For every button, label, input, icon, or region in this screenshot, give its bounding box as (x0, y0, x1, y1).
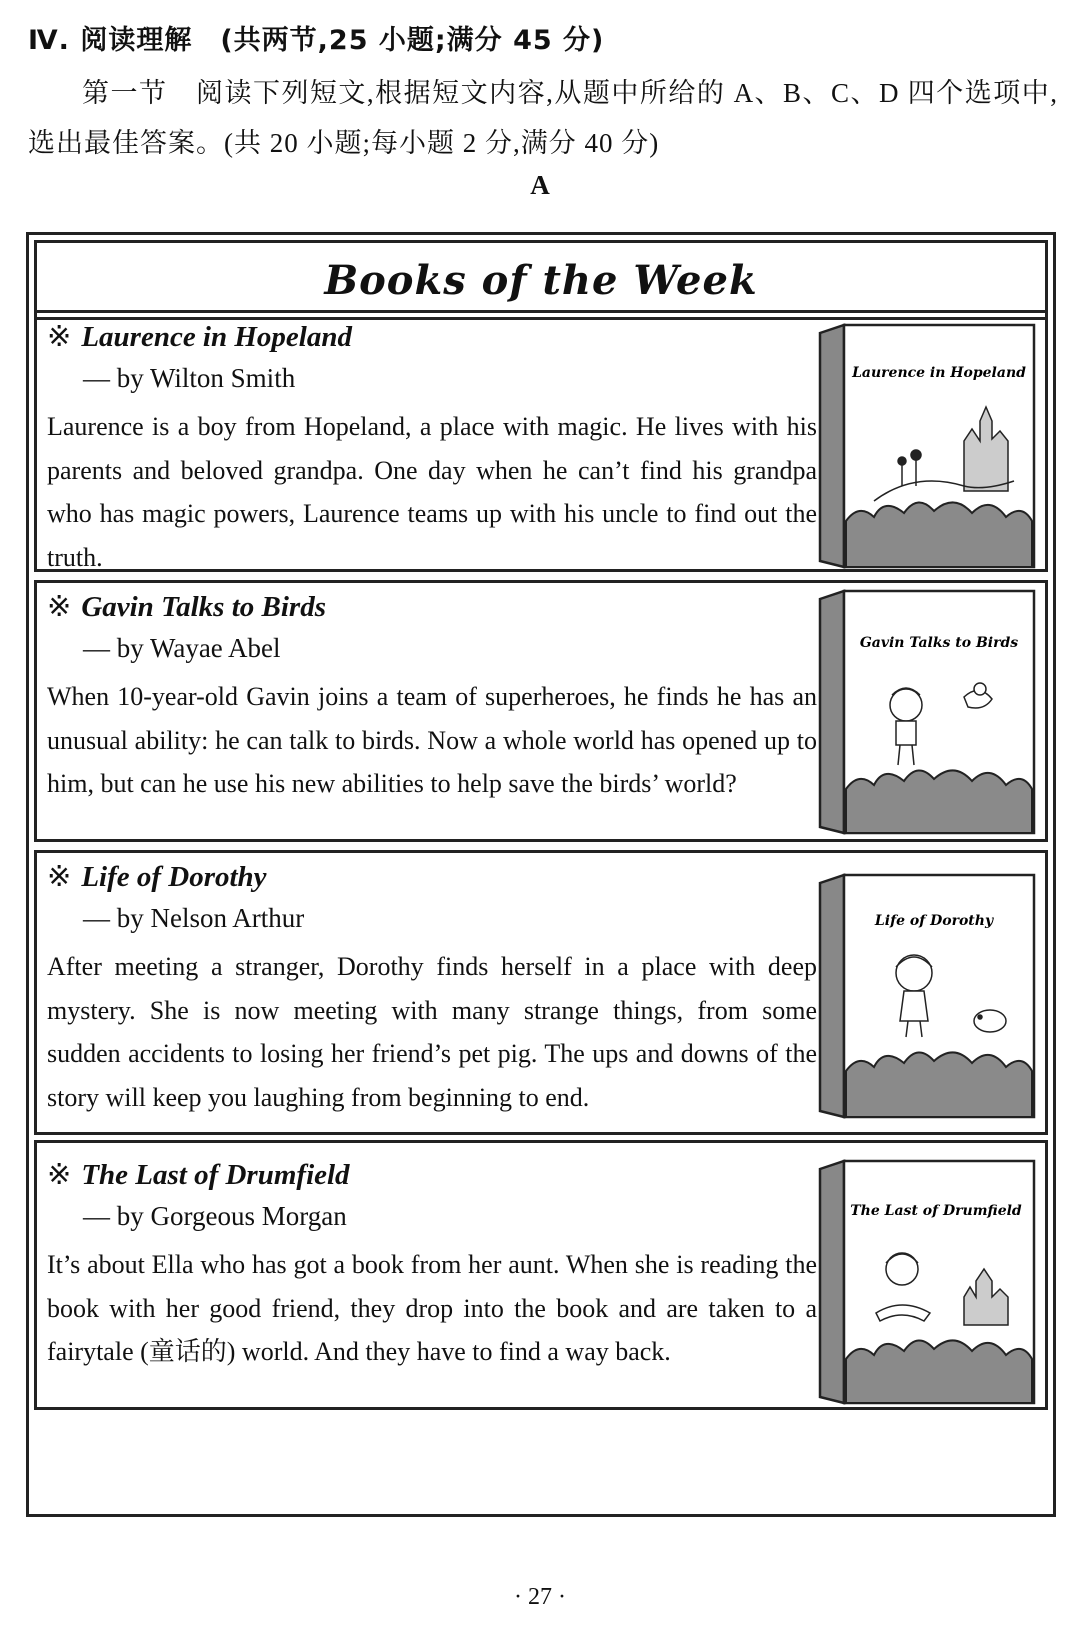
book-description: After meeting a stranger, Dorothy finds herself in a place with deep mystery. She is now meeting with many strange things, from some sudden accidents to losing her friend’s pet pig. The ups and downs of the story will keep you laughing from beginning to end. (47, 952, 817, 1112)
cover-title: Gavin Talks to Birds (859, 635, 1019, 651)
book-description: It’s about Ella who has got a book from her aunt. When she is reading the book with her good friend, they drop into the book and are taken to a fairytale (童话的) world. And they have to find a way back. (47, 1250, 817, 1366)
cover-title: Laurence in Hopeland (852, 365, 1026, 381)
section-heading: Ⅳ. 阅读理解 (共两节,25 小题;满分 45 分) (28, 25, 605, 56)
book-cover (814, 321, 1039, 571)
page-number: · 27 · (514, 1584, 566, 1610)
book-card (34, 850, 1048, 1135)
book-cover (814, 587, 1039, 837)
reference-mark: ※ (47, 321, 72, 353)
cover-title: Life of Dorothy (874, 913, 994, 929)
book-title: The Last of Drumfield (81, 1159, 350, 1191)
panel-title: Books of the Week (324, 256, 758, 304)
book-title: Life of Dorothy (81, 861, 267, 893)
book-cover (814, 1157, 1039, 1407)
book-description: When 10-year-old Gavin joins a team of superheroes, he finds he has an unusual ability: he can talk to birds. Now a whole world has opened up to him, but can he use his new abilities to help save the birds’ world? (47, 682, 817, 798)
reference-mark: ※ (47, 1159, 72, 1191)
cover-title: The Last of Drumfield (850, 1203, 1022, 1219)
book-description: Laurence is a boy from Hopeland, a place with magic. He lives with his parents and beloved grandpa. One day when he can’t find his grandpa who has magic powers, Laurence teams up with his uncle to find out the truth. (47, 412, 817, 572)
book-card (34, 1140, 1048, 1410)
instruction-text: 第一节 阅读下列短文,根据短文内容,从题中所给的 A、B、C、D 四个选项中,选出最佳答案。(共 20 小题;每小题 2 分,满分 40 分) (28, 78, 1058, 158)
passage-label: A (530, 170, 550, 200)
book-cover (814, 871, 1039, 1121)
book-title: Gavin Talks to Birds (81, 591, 326, 623)
book-author: — by Wayae Abel (83, 633, 281, 663)
reference-mark: ※ (47, 861, 72, 893)
book-author: — by Nelson Arthur (83, 903, 305, 933)
book-title: Laurence in Hopeland (81, 321, 352, 353)
book-card (34, 580, 1048, 842)
reference-mark: ※ (47, 591, 72, 623)
panel-title-box (34, 240, 1048, 320)
book-author: — by Gorgeous Morgan (83, 1201, 347, 1231)
book-card (34, 310, 1048, 572)
book-author: — by Wilton Smith (83, 363, 296, 393)
